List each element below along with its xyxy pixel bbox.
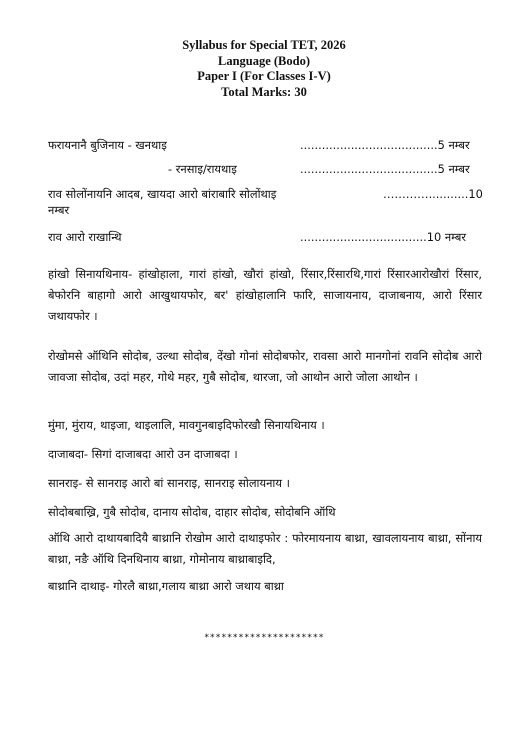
syllabus-paragraph: सानराइ- से सानराइ आरो बां सानराइ, सानराइ सोलायनाय ।	[48, 476, 290, 490]
syllabus-title: Syllabus for Special TET, 2026	[182, 38, 346, 52]
syllabus-paragraph: हांखो सिनायथिनाय- हांखोहाला, गारां हांखो, खौरां हांखो, रिंसार,रिंसारथि,गारां रिंसारआरोखौरां रिंसार, बेफोरनि बाहागो आरो आखुथायफोर, बर' हांखोहालानि फारि, साजायनाय, दाजाबनाय, आरो रिंसार जथायफोर ।	[48, 267, 482, 323]
marks-row-label: फरायनानै बुजिनाय - खनथाइ	[48, 138, 167, 152]
language-line: Language (Bodo)	[217, 53, 311, 68]
marks-row-dots: ......................................5 नम्बर	[300, 162, 470, 176]
marks-row-dots: ......................................5 नम्बर	[300, 138, 470, 152]
marks-value-continued: नम्बर	[48, 203, 70, 217]
marks-value: 5 नम्बर	[437, 162, 470, 176]
syllabus-paragraph: दाजाबदा- सिगां दाजाबदा आरो उन दाजाबदा ।	[48, 447, 238, 461]
syllabus-paragraph: ऑथि आरो दाथायबादियै बाथ्रानि रोखोम आरो दाथाइफोर : फोरमायनाय बाथ्रा, खावलायनाय बाथ्रा, सोंनाय बाथ्रा, नङै ऑथि दिनथिनाय बाथ्रा, गोमोनाय बाथ्राबाइदि,	[48, 531, 482, 566]
syllabus-paragraph: मुंमा, मुंराय, थाइजा, थाइलालि, मावगुनबाइदिफोरखौ सिनायथिनाय ।	[48, 418, 325, 432]
marks-row-dots: …………...........10	[383, 187, 483, 201]
marks-row-label: - रनसाइ/रायथाइ	[168, 162, 237, 176]
marks-row-label: राव आरो राखान्थि	[48, 230, 122, 244]
paper-line: Paper I (For Classes I-V)	[197, 69, 331, 83]
syllabus-paragraph: सोदोबबाख्रि, गुबै सोदोब, दानाय सोदोब, दाहार सोदोब, सोदोबनि ऑथि	[48, 505, 336, 519]
footer-asterisks: *********************	[203, 633, 325, 643]
marks-value: 10 नम्बर	[426, 230, 467, 244]
marks-row-dots: ...................................10 नम्बर	[300, 230, 467, 244]
syllabus-paragraph: रोखोमसे ऑथिनि सोदोब, उल्था सोदोब, देंखो गोनां सोदोबफोर, रावसा आरो मानगोनां रावनि सोदोब आरो जावजा सोदोब, उदां महर, गोथे महर, गुबै सोदोब, थारजा, जो आथोन आरो जोला आथोन ।	[48, 349, 482, 384]
marks-value: 10	[468, 187, 483, 201]
marks-value: 5 नम्बर	[437, 138, 470, 152]
syllabus-paragraph: बाथ्रानि दाथाइ- गोरलै बाथ्रा,गलाय बाथ्रा आरो जथाय बाथ्रा	[48, 579, 284, 593]
total-marks-line: Total Marks: 30	[221, 84, 307, 99]
marks-row-label: राव सोलोंनायनि आदब, खायदा आरो बांराबारि सोलोंथाइ	[48, 187, 277, 201]
document-header	[0, 38, 528, 100]
